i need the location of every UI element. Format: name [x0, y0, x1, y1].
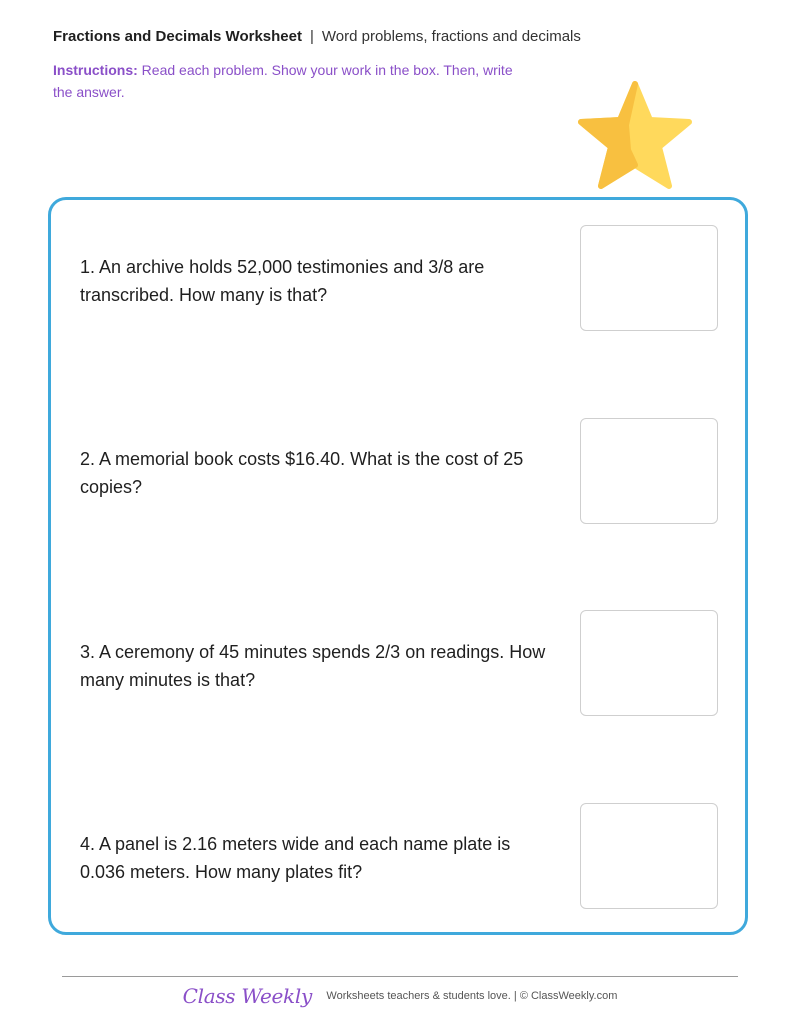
problem-4-text: 4. A panel is 2.16 meters wide and each name plate is 0.036 meters. How many plates fit? — [80, 834, 511, 882]
answer-box-1[interactable] — [580, 225, 718, 331]
brand-logo: Class Weekly — [182, 984, 312, 1008]
instructions-label: Instructions: — [53, 62, 138, 78]
header-separator: | — [309, 28, 314, 45]
worksheet-subtitle: Word problems, fractions and decimals — [321, 28, 581, 45]
problem-1-text: 1. An archive holds 52,000 testimonies and 3/8 are transcribed. How many is that? — [80, 257, 485, 305]
instructions — [53, 59, 533, 103]
footer — [0, 984, 800, 1008]
footer-tagline: Worksheets teachers & students love. | © ClassWeekly.com — [326, 990, 618, 1002]
worksheet-title: Fractions and Decimals Worksheet — [53, 28, 302, 45]
answer-box-2[interactable] — [580, 418, 718, 524]
star-icon — [576, 80, 694, 195]
worksheet-header — [53, 27, 753, 47]
answer-box-4[interactable] — [580, 803, 718, 909]
instructions-text: Read each problem. Show your work in the box. Then, write the answer. — [53, 62, 513, 100]
problem-2-text: 2. A memorial book costs $16.40. What is the cost of 25 copies? — [80, 449, 524, 497]
footer-divider — [62, 976, 738, 977]
answer-box-3[interactable] — [580, 610, 718, 716]
problem-3-text: 3. A ceremony of 45 minutes spends 2/3 on readings. How many minutes is that? — [80, 642, 546, 690]
